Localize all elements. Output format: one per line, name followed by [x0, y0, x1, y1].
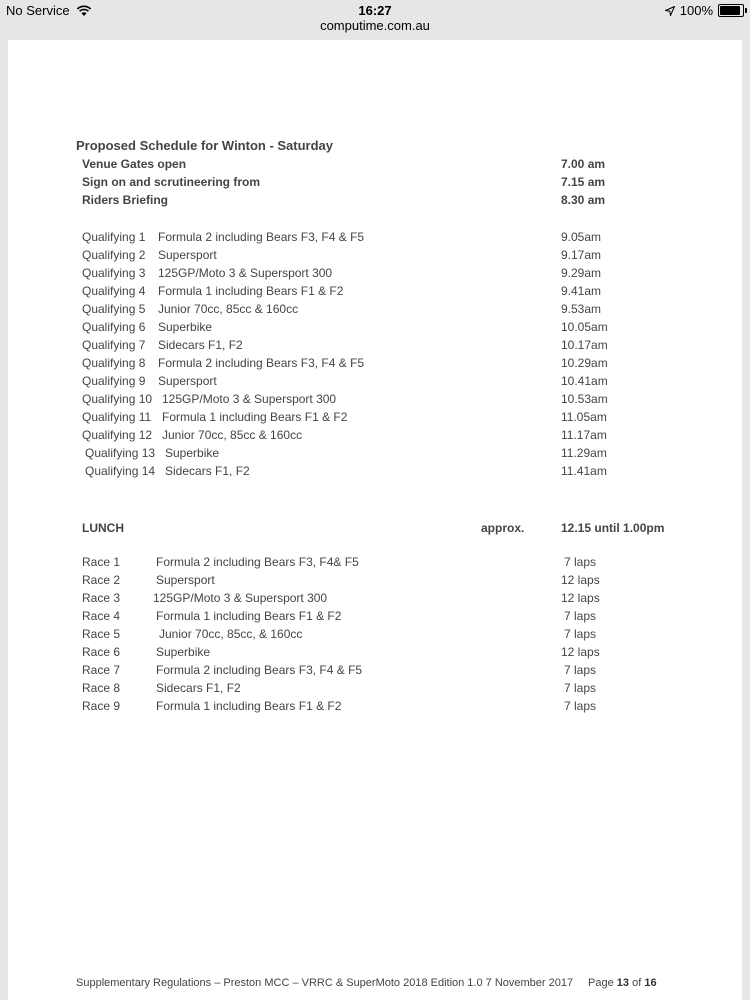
page-of: of: [632, 977, 642, 989]
race-laps: 7 laps: [564, 555, 597, 569]
qualifying-row: [82, 284, 702, 302]
qualifying-row: [82, 374, 702, 392]
qualifying-class: Supersport: [158, 374, 217, 388]
qualifying-row: [82, 302, 702, 320]
race-number: Race 1: [82, 555, 121, 569]
qualifying-session: Qualifying 12: [82, 428, 153, 442]
race-class: Formula 2 including Bears F3, F4 & F5: [156, 663, 363, 677]
qualifying-session: Qualifying 4: [82, 284, 146, 298]
race-row: [82, 681, 702, 699]
qualifying-class: Junior 70cc, 85cc & 160cc: [162, 428, 303, 442]
qualifying-session: Qualifying 3: [82, 266, 146, 280]
qualifying-row: [82, 410, 702, 428]
qualifying-time: 10.17am: [561, 338, 608, 352]
race-number: Race 9: [82, 699, 121, 713]
race-laps: 7 laps: [564, 609, 597, 623]
lunch-row: [82, 521, 702, 539]
race-class: Formula 2 including Bears F3, F4& F5: [156, 555, 359, 569]
page-total: 16: [644, 977, 657, 989]
qualifying-time: 10.53am: [561, 392, 608, 406]
qualifying-session: Qualifying 11: [82, 410, 152, 424]
qualifying-class: Formula 1 including Bears F1 & F2: [162, 410, 348, 424]
page-label: Page: [588, 977, 614, 989]
race-laps: 7 laps: [564, 699, 597, 713]
qualifying-class: Formula 2 including Bears F3, F4 & F5: [158, 356, 365, 370]
qualifying-time: 9.53am: [561, 302, 602, 316]
race-number: Race 5: [82, 627, 121, 641]
qualifying-row: [82, 392, 702, 410]
qualifying-time: 9.41am: [561, 284, 602, 298]
qualifying-time: 11.41am: [561, 464, 607, 478]
race-class: Formula 1 including Bears F1 & F2: [156, 609, 342, 623]
race-class: Superbike: [156, 645, 211, 659]
race-row: [82, 627, 702, 645]
qualifying-time: 11.17am: [561, 428, 607, 442]
race-laps: 12 laps: [561, 573, 600, 587]
race-number: Race 3: [82, 591, 121, 605]
qualifying-session: Qualifying 14: [85, 464, 156, 478]
race-laps: 12 laps: [561, 591, 600, 605]
race-laps: 7 laps: [564, 681, 597, 695]
lunch-time: 12.15 until 1.00pm: [561, 521, 665, 535]
race-number: Race 4: [82, 609, 121, 623]
qualifying-row: [82, 338, 702, 356]
qualifying-class: Formula 2 including Bears F3, F4 & F5: [158, 230, 365, 244]
schedule-title: Proposed Schedule for Winton - Saturday: [76, 138, 334, 153]
page-current: 13: [616, 977, 630, 989]
battery-percent: 100%: [679, 3, 713, 18]
qualifying-class: Sidecars F1, F2: [165, 464, 250, 478]
venue-label: Venue Gates open: [82, 157, 187, 171]
lunch-approx: approx.: [481, 521, 525, 535]
qualifying-time: 11.05am: [561, 410, 607, 424]
qualifying-session: Qualifying 7: [82, 338, 146, 352]
race-class: 125GP/Moto 3 & Supersport 300: [153, 591, 328, 605]
qualifying-class: Junior 70cc, 85cc & 160cc: [158, 302, 299, 316]
url-bar[interactable]: [0, 18, 750, 38]
race-class: Supersport: [156, 573, 215, 587]
qualifying-class: 125GP/Moto 3 & Supersport 300: [158, 266, 333, 280]
qualifying-class: Superbike: [165, 446, 220, 460]
qualifying-time: 9.05am: [561, 230, 602, 244]
qualifying-class: 125GP/Moto 3 & Supersport 300: [162, 392, 337, 406]
carrier-label: No Service: [6, 3, 70, 18]
qualifying-time: 10.41am: [561, 374, 608, 388]
venue-time: 7.00 am: [561, 157, 606, 171]
qualifying-class: Sidecars F1, F2: [158, 338, 243, 352]
qualifying-row: [82, 464, 702, 482]
qualifying-row: [82, 356, 702, 374]
location-arrow-icon: [665, 6, 675, 16]
race-class: Formula 1 including Bears F1 & F2: [156, 699, 342, 713]
venue-row: [82, 193, 702, 211]
venue-row: [82, 157, 702, 175]
venue-label: Sign on and scrutineering from: [82, 175, 261, 189]
qualifying-class: Superbike: [158, 320, 213, 334]
race-row: [82, 609, 702, 627]
race-number: Race 6: [82, 645, 121, 659]
qualifying-session: Qualifying 10: [82, 392, 153, 406]
lunch-label: LUNCH: [82, 521, 124, 535]
race-number: Race 2: [82, 573, 121, 587]
race-laps: 7 laps: [564, 663, 597, 677]
qualifying-row: [82, 266, 702, 284]
race-number: Race 8: [82, 681, 121, 695]
race-class: Junior 70cc, 85cc, & 160cc: [159, 627, 303, 641]
race-row: [82, 645, 702, 663]
race-row: [82, 555, 702, 573]
race-row: [82, 591, 702, 609]
race-laps: 7 laps: [564, 627, 597, 641]
qualifying-time: 9.17am: [561, 248, 602, 262]
race-number: Race 7: [82, 663, 121, 677]
qualifying-class: Supersport: [158, 248, 217, 262]
qualifying-row: [82, 230, 702, 248]
footer-text: Supplementary Regulations – Preston MCC – VRRC & SuperMoto 2018 Edition 1.0 7 November 2017: [76, 977, 574, 989]
venue-row: [82, 175, 702, 193]
qualifying-session: Qualifying 1: [82, 230, 146, 244]
status-right: [665, 3, 744, 18]
qualifying-row: [82, 428, 702, 446]
qualifying-row: [82, 320, 702, 338]
venue-time: 8.30 am: [561, 193, 606, 207]
qualifying-class: Formula 1 including Bears F1 & F2: [158, 284, 344, 298]
status-bar: [0, 0, 750, 20]
venue-label: Riders Briefing: [82, 193, 169, 207]
battery-icon: [718, 4, 744, 17]
race-laps: 12 laps: [561, 645, 600, 659]
qualifying-row: [82, 446, 702, 464]
document-page: [8, 40, 742, 1000]
qualifying-row: [82, 248, 702, 266]
race-row: [82, 573, 702, 591]
clock: 16:27: [358, 3, 392, 18]
qualifying-session: Qualifying 9: [82, 374, 146, 388]
qualifying-session: Qualifying 8: [82, 356, 146, 370]
qualifying-session: Qualifying 5: [82, 302, 146, 316]
battery-fill: [720, 6, 740, 15]
qualifying-time: 11.29am: [561, 446, 607, 460]
venue-time: 7.15 am: [561, 175, 606, 189]
race-row: [82, 663, 702, 681]
qualifying-time: 9.29am: [561, 266, 602, 280]
race-row: [82, 699, 702, 717]
qualifying-session: Qualifying 13: [85, 446, 156, 460]
qualifying-time: 10.29am: [561, 356, 608, 370]
qualifying-time: 10.05am: [561, 320, 608, 334]
qualifying-session: Qualifying 2: [82, 248, 146, 262]
url-text[interactable]: computime.com.au: [320, 18, 430, 33]
race-class: Sidecars F1, F2: [156, 681, 241, 695]
footer-page-number: [588, 977, 657, 989]
qualifying-session: Qualifying 6: [82, 320, 146, 334]
